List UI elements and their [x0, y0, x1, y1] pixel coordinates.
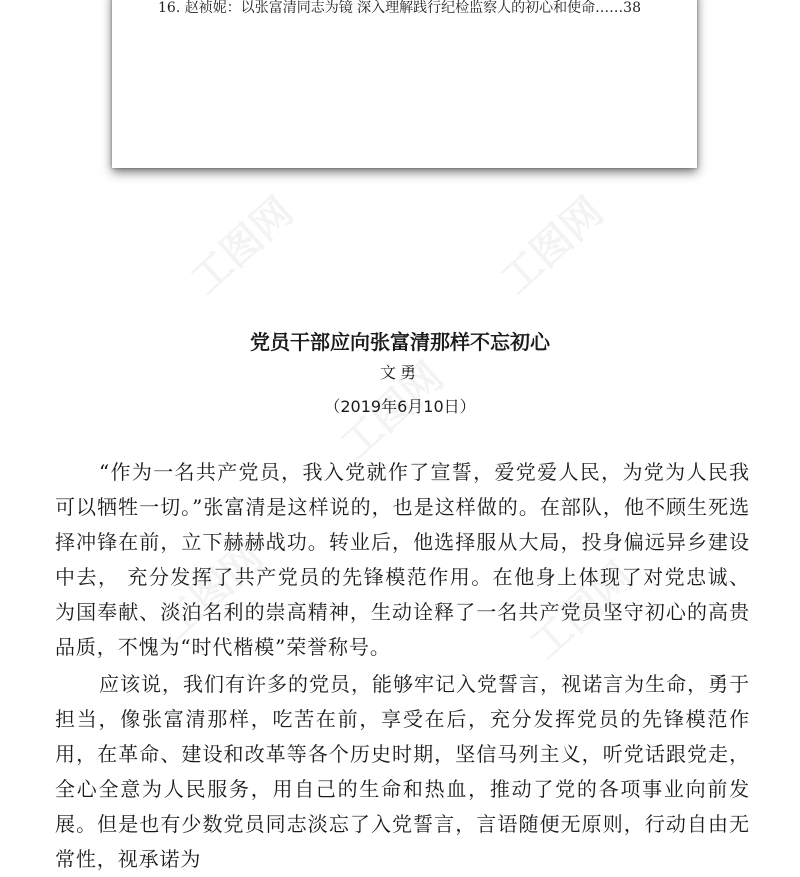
watermark — [176, 182, 303, 305]
watermark — [486, 182, 613, 305]
article-title: 党员干部应向张富清那样不忘初心 — [250, 330, 550, 354]
paragraph-1: “作为一名共产党员，我入党就作了宣誓，爱党爱人民，为党为人民我可以牺牲一切。”张富清是这样说的，也是这样做的。在部队，他不顾生死选择冲锋在前，立下赫赫战功。转业后，他选择服从大局，投身偏远异乡建设中去， 充分发挥了共产党员的先锋模范作用。在他身上体现了对党忠诚、为国奉献、淡泊名利的崇高精神，生动诠释了一名共产党员坚守初心的高贵品质，不愧为“时代楷模”荣誉称号。 — [55, 460, 750, 659]
toc-entry-16: 16. 赵祯妮：以张富清同志为镜 深入理解践行纪检监察人的初心和使命……38 — [158, 0, 641, 16]
article-date: （2019年6月10日） — [324, 397, 476, 416]
paragraph-2: 应该说，我们有许多的党员，能够牢记入党誓言，视诺言为生命，勇于担当，像张富清那样，吃苦在前，享受在后，充分发挥党员的先锋模范作用，在革命、建设和改革等各个历史时期，坚信马列主义，听党话跟党走，全心全意为人民服务，用自己的生命和热血，推动了党的各项事业向前发展。但是也有少数党员同志淡忘了入党誓言，言语随便无原则，行动自由无常性，视承诺为 — [55, 672, 750, 871]
article-body — [55, 455, 750, 877]
toc-page-card — [112, 0, 697, 168]
article-header — [0, 328, 800, 418]
article-author: 文勇 — [379, 363, 420, 382]
